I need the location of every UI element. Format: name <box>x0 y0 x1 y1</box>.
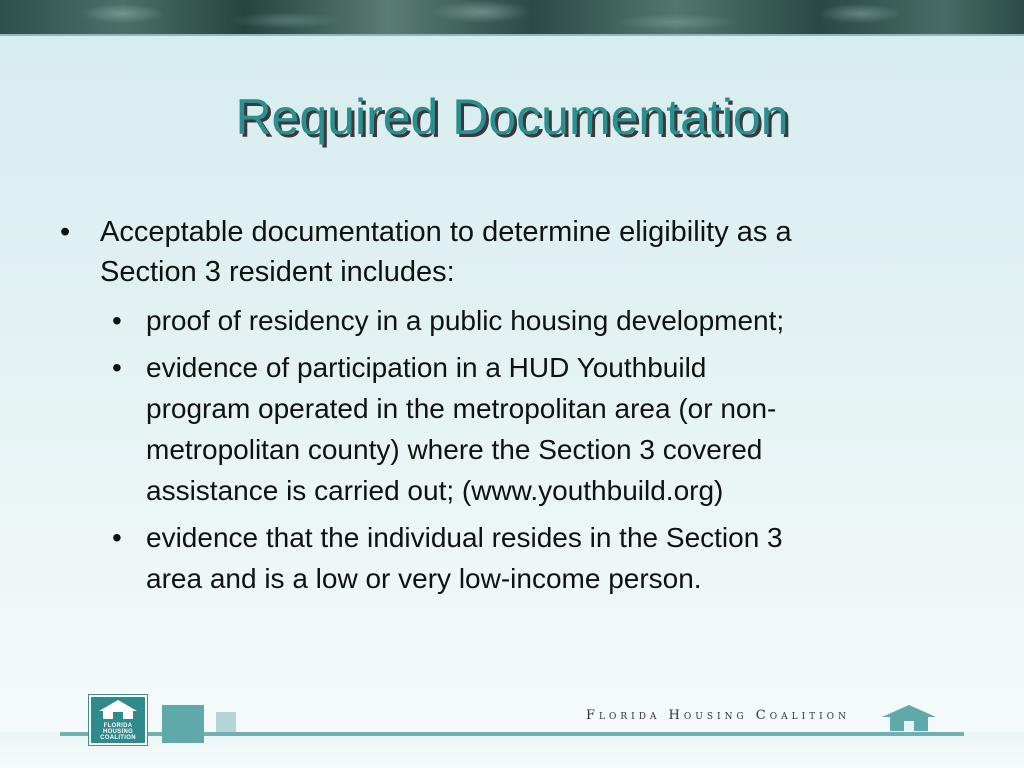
decorative-square-small <box>216 712 236 732</box>
sub-bullet-line: metropolitan county) where the Section 3 covered <box>146 434 763 465</box>
sub-bullet-list <box>60 300 960 599</box>
slide-body <box>60 212 960 605</box>
sub-bullet-line: program operated in the metropolitan area (or non- <box>146 393 777 424</box>
logo-text-line: FLORIDA <box>103 723 133 729</box>
slide-title: Required Documentation <box>235 89 789 145</box>
sub-bullet-line: assistance is carried out; (www.youthbuild.org) <box>146 475 724 506</box>
sub-bullet-line: evidence of participation in a HUD Youthbuild <box>146 352 707 383</box>
logo-house-icon <box>91 697 145 721</box>
sub-bullet-line: proof of residency in a public housing development; <box>146 305 785 336</box>
footer-bar <box>0 732 1024 768</box>
sub-bullet-item <box>60 300 960 341</box>
main-bullet-line-2: Section 3 resident includes: <box>100 256 455 288</box>
logo-text-line: COALITION <box>100 735 136 741</box>
top-banner-divider <box>0 34 1024 36</box>
logo-text <box>91 723 145 741</box>
decorative-square-large <box>162 705 204 743</box>
sub-bullet-line: area and is a low or very low-income person. <box>146 563 702 594</box>
sub-bullet-item <box>60 347 960 511</box>
main-bullet-item <box>60 212 960 292</box>
main-bullet-line-1: Acceptable documentation to determine eligibility as a <box>100 216 792 248</box>
sub-bullet-line: evidence that the individual resides in the Section 3 <box>146 522 783 553</box>
house-icon <box>880 703 938 733</box>
main-bullet-marker: • <box>60 216 71 248</box>
sub-bullet-marker: • <box>112 352 122 383</box>
sub-bullet-marker: • <box>112 522 122 553</box>
slide-title-container <box>0 88 1024 146</box>
sub-bullet-item <box>60 517 960 599</box>
organization-name: Florida Housing Coalition <box>586 708 850 723</box>
logo-background <box>91 697 145 743</box>
top-banner-image <box>0 0 1024 34</box>
sub-bullet-marker: • <box>112 305 122 336</box>
coalition-logo <box>88 694 148 746</box>
logo-text-line: HOUSING <box>102 729 134 735</box>
